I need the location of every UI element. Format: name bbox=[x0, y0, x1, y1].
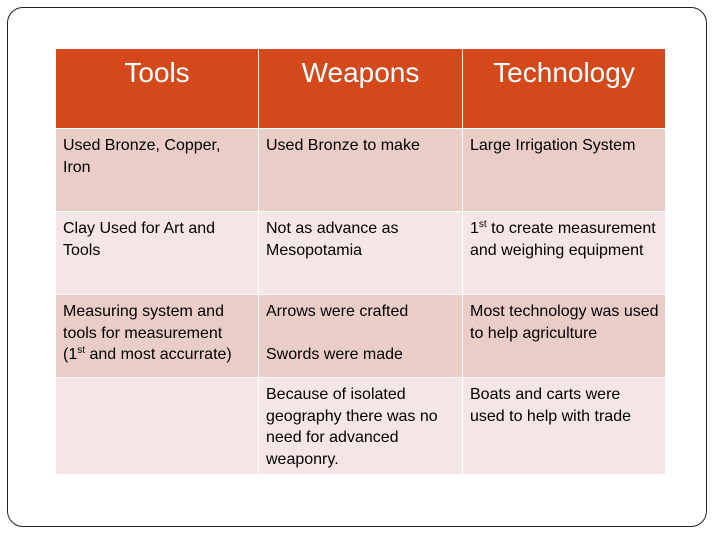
cell-technology: Most technology was used to help agriculture bbox=[463, 295, 666, 378]
ordinal-suffix: st bbox=[77, 345, 86, 356]
header-tools: Tools bbox=[56, 49, 259, 129]
header-technology: Technology bbox=[463, 49, 666, 129]
cell-weapons: Because of isolated geography there was no need for advanced weaponry. bbox=[259, 378, 463, 475]
cell-weapons: Not as advance as Mesopotamia bbox=[259, 212, 463, 295]
cell-tools bbox=[56, 378, 259, 475]
cell-technology: Boats and carts were used to help with trade bbox=[463, 378, 666, 475]
cell-text: (1 bbox=[63, 346, 78, 363]
cell-text: to create measurement and weighing equipment bbox=[470, 220, 656, 259]
cell-weapons: Used Bronze to make bbox=[259, 129, 463, 212]
ordinal-suffix: st bbox=[478, 219, 487, 230]
cell-text: and most accurrate) bbox=[85, 346, 232, 363]
cell-tools bbox=[56, 295, 259, 378]
table-row bbox=[56, 295, 666, 378]
cell-line bbox=[63, 344, 252, 366]
cell-weapons bbox=[259, 295, 463, 378]
table-row bbox=[56, 378, 666, 475]
table-row bbox=[56, 212, 666, 295]
header-weapons: Weapons bbox=[259, 49, 463, 129]
header-row bbox=[56, 49, 666, 129]
cell-line: Swords were made bbox=[266, 346, 403, 363]
table-row bbox=[56, 129, 666, 212]
cell-tools: Used Bronze, Copper, Iron bbox=[56, 129, 259, 212]
cell-line: Arrows were crafted bbox=[266, 303, 409, 320]
cell-line bbox=[266, 323, 456, 345]
comparison-table bbox=[55, 48, 666, 475]
cell-tools: Clay Used for Art and Tools bbox=[56, 212, 259, 295]
cell-line: tools for measurement bbox=[63, 324, 223, 342]
cell-technology bbox=[463, 212, 666, 295]
cell-technology: Large Irrigation System bbox=[463, 129, 666, 212]
ordinal-number: 1 bbox=[470, 220, 479, 237]
cell-line: Measuring system and bbox=[63, 303, 224, 320]
